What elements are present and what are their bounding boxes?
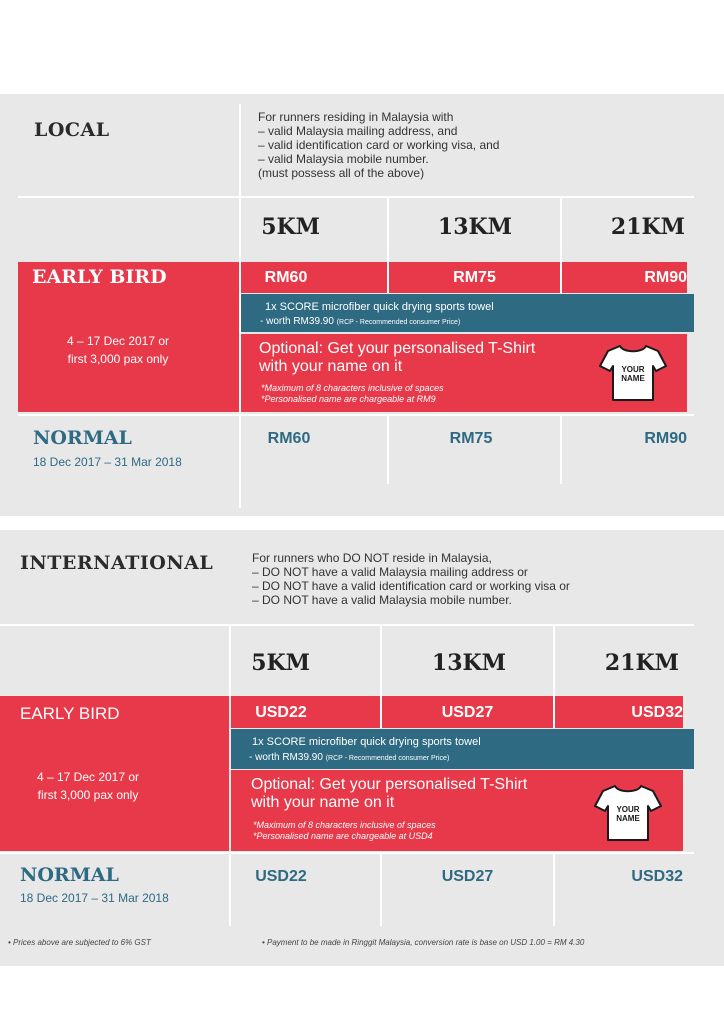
normal-dates: 18 Dec 2017 – 31 Mar 2018 xyxy=(20,891,169,905)
divider xyxy=(560,416,562,484)
distance-21km: 21KM xyxy=(604,650,679,676)
divider xyxy=(553,624,555,696)
divider xyxy=(0,624,694,626)
tshirt-optional-text: Optional: Get your personalised T-Shirt with your name on it xyxy=(259,340,536,375)
early-bird-dates: 4 – 17 Dec 2017 or first 3,000 pax only xyxy=(66,334,170,366)
distance-5km: 5KM xyxy=(251,650,310,676)
eligibility-description: For runners who DO NOT reside in Malaysia, – DO NOT have a valid Malaysia mailing address or – DO NOT have a valid identification card or working visa or – DO NOT have a valid Malaysia mobile number. xyxy=(252,551,570,607)
normal-price-21km: USD32 xyxy=(631,868,683,885)
tshirt-icon xyxy=(598,342,668,404)
towel-text: 1x SCORE microfiber quick drying sports towel xyxy=(252,736,481,748)
gst-footnote: • Prices above are subjected to 6% GST xyxy=(8,938,151,947)
local-pricing-panel xyxy=(0,94,724,516)
shirt-text-line2: NAME xyxy=(616,814,640,823)
tshirt-offer xyxy=(241,334,687,412)
normal-price-5km: RM60 xyxy=(267,430,311,447)
early-bird-label-cell xyxy=(0,696,229,851)
towel-banner xyxy=(241,294,694,332)
distance-13km: 13KM xyxy=(431,650,506,676)
price-5km: RM60 xyxy=(264,269,308,286)
early-bird-label: EARLY BIRD xyxy=(20,704,120,723)
tshirt-notes: *Maximum of 8 characters inclusive of spaces *Personalised name are chargeable at USD4 xyxy=(253,820,436,841)
section-title: LOCAL xyxy=(34,119,110,141)
divider xyxy=(560,262,562,293)
shirt-text-line2: NAME xyxy=(621,374,645,383)
normal-price-13km: RM75 xyxy=(449,430,493,447)
divider xyxy=(387,262,389,293)
early-bird-label: EARLY BIRD xyxy=(32,266,167,288)
distance-21km: 21KM xyxy=(610,214,685,240)
normal-label: NORMAL xyxy=(33,427,132,449)
normal-price-13km: USD27 xyxy=(441,868,494,885)
normal-price-5km: USD22 xyxy=(255,868,307,885)
early-bird-dates: 4 – 17 Dec 2017 or first 3,000 pax only xyxy=(36,770,140,802)
tshirt-icon xyxy=(593,782,663,844)
towel-worth-text: - worth RM39.90 xyxy=(260,316,334,327)
divider xyxy=(380,854,382,926)
towel-worth xyxy=(249,752,449,763)
shirt-text-line1: YOUR xyxy=(616,805,640,814)
divider xyxy=(18,414,694,416)
early-bird-label-cell xyxy=(18,262,239,412)
towel-banner xyxy=(231,729,694,769)
payment-footnote: • Payment to be made in Ringgit Malaysia, conversion rate is base on USD 1.00 = RM 4.30 xyxy=(262,938,585,947)
divider xyxy=(553,854,555,926)
divider xyxy=(229,854,231,926)
normal-label: NORMAL xyxy=(20,864,119,886)
price-13km: RM75 xyxy=(453,269,496,286)
eligibility-description: For runners residing in Malaysia with – valid Malaysia mailing address, and – valid identification card or working visa, and – valid Malaysia mobile number. (must possess all of the above) xyxy=(258,110,500,180)
section-title: INTERNATIONAL xyxy=(20,552,214,574)
towel-worth-text: - worth RM39.90 xyxy=(249,752,323,763)
tshirt-offer xyxy=(231,770,683,851)
divider xyxy=(387,416,389,484)
divider xyxy=(380,696,382,728)
tshirt-optional-text: Optional: Get your personalised T-Shirt with your name on it xyxy=(251,776,528,811)
normal-dates: 18 Dec 2017 – 31 Mar 2018 xyxy=(33,455,182,469)
normal-price-21km: RM90 xyxy=(644,430,687,447)
towel-rcp: (RCP - Recommended consumer Price) xyxy=(336,319,461,326)
price-21km: USD32 xyxy=(631,704,683,721)
price-13km: USD27 xyxy=(441,704,494,721)
shirt-text-line1: YOUR xyxy=(621,365,645,374)
divider xyxy=(18,196,694,198)
towel-worth xyxy=(260,316,460,327)
divider xyxy=(0,852,694,854)
distance-5km: 5KM xyxy=(261,214,320,240)
price-5km: USD22 xyxy=(255,704,307,721)
price-21km: RM90 xyxy=(644,269,687,286)
international-pricing-panel xyxy=(0,530,724,966)
divider xyxy=(553,696,555,728)
tshirt-notes: *Maximum of 8 characters inclusive of spaces *Personalised name are chargeable at RM9 xyxy=(261,383,444,404)
towel-text: 1x SCORE microfiber quick drying sports towel xyxy=(265,301,494,313)
towel-rcp: (RCP - Recommended consumer Price) xyxy=(325,755,450,762)
divider xyxy=(380,624,382,696)
distance-13km: 13KM xyxy=(437,214,512,240)
